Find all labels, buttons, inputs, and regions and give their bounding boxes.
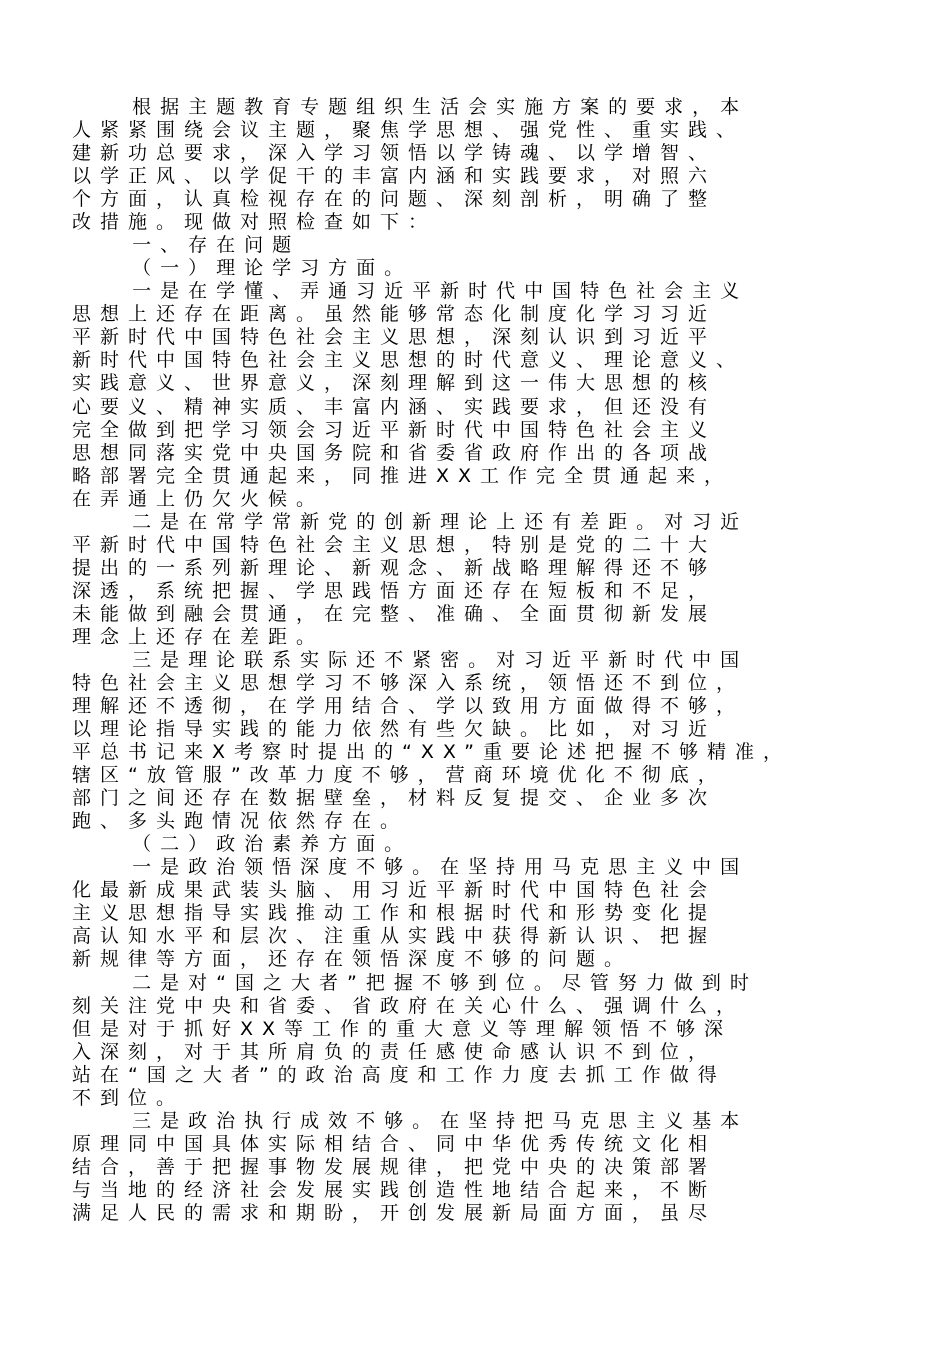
text-line: 人紧紧围绕会议主题，聚焦学思想、强党性、重实践、 <box>72 119 745 142</box>
text-line: 思想同落实党中央国务院和省委省政府作出的各项战 <box>72 441 717 464</box>
text-line: 建新功总要求，深入学习领悟以学铸魂、以学增智、 <box>72 142 717 165</box>
text-line: 理解还不透彻，在学用结合、学以致用方面做得不够， <box>72 695 745 718</box>
text-line: 高认知水平和层次、注重从实践中获得新认识、把握 <box>72 925 717 948</box>
text-line: 满足人民的需求和期盼，开创发展新局面方面，虽尽 <box>72 1201 717 1224</box>
text-line: 个方面，认真检视存在的问题、深刻剖析，明确了整 <box>72 188 717 211</box>
text-line: 一、存在问题 <box>72 234 301 257</box>
text-line: 辖区“放管服”改革力度不够，营商环境优化不彻底， <box>72 764 726 787</box>
text-line: 一是政治领悟深度不够。在坚持用马克思主义中国 <box>72 856 749 879</box>
text-line: 思想上还存在距离。虽然能够常态化制度化学习习近 <box>72 303 717 326</box>
text-line: 三是政治执行成效不够。在坚持把马克思主义基本 <box>72 1109 749 1132</box>
text-line: 三是理论联系实际还不紧密。对习近平新时代中国 <box>72 648 749 671</box>
text-line: 略部署完全贯通起来，同推进XX工作完全贯通起来， <box>72 464 733 487</box>
text-line: 平新时代中国特色社会主义思想，深刻认识到习近平 <box>72 326 717 349</box>
text-line: 化最新成果武装头脑、用习近平新时代中国特色社会 <box>72 879 717 902</box>
text-line: 改措施。现做对照检查如下： <box>72 211 437 234</box>
text-line: （一）理论学习方面。 <box>72 257 413 280</box>
text-line: 新规律等方面，还存在领悟深度不够的问题。 <box>72 948 633 971</box>
text-line: 二是在常学常新党的创新理论上还有差距。对习近 <box>72 510 749 533</box>
text-line: 跑、多头跑情况依然存在。 <box>72 810 409 833</box>
text-line: 结合，善于把握事物发展规律，把党中央的决策部署 <box>72 1155 717 1178</box>
text-line: 特色社会主义思想学习不够深入系统，领悟还不到位， <box>72 672 745 694</box>
text-line: 深透，系统把握、学思践悟方面还存在短板和不足， <box>72 579 717 602</box>
text-line: 原理同中国具体实际相结合、同中华优秀传统文化相 <box>72 1132 717 1155</box>
text-line: 未能做到融会贯通，在完整、准确、全面贯彻新发展 <box>72 602 717 625</box>
text-line: 不到位。 <box>72 1086 185 1109</box>
text-line: 平新时代中国特色社会主义思想，特别是党的二十大 <box>72 533 717 556</box>
text-line: 入深刻，对于其所肩负的责任感使命感认识不到位， <box>72 1040 717 1063</box>
text-line: 根据主题教育专题组织生活会实施方案的要求，本 <box>72 96 749 118</box>
text-line: 平总书记来X考察时提出的“XX”重要论述把握不够精准， <box>72 741 791 764</box>
text-line: 新时代中国特色社会主义思想的时代意义、理论意义、 <box>72 349 745 372</box>
text-line: 但是对于抓好XX等工作的重大意义等理解领悟不够深 <box>72 1017 733 1040</box>
text-line: 刻关注党中央和省委、省政府在关心什么、强调什么， <box>72 994 745 1017</box>
text-line: 与当地的经济社会发展实践创造性地结合起来，不断 <box>72 1178 717 1201</box>
text-line: 在弄通上仍欠火候。 <box>72 487 325 510</box>
text-line: 一是在学懂、弄通习近平新时代中国特色社会主义 <box>72 280 749 303</box>
text-line: 完全做到把学习领会习近平新时代中国特色社会主义 <box>72 418 717 441</box>
text-line: 理念上还存在差距。 <box>72 625 325 648</box>
text-line: 站在“国之大者”的政治高度和工作力度去抓工作做得 <box>72 1063 726 1086</box>
text-line: 主义思想指导实践推动工作和根据时代和形势变化提 <box>72 902 717 925</box>
text-line: 以学正风、以学促干的丰富内涵和实践要求，对照六 <box>72 165 717 188</box>
text-line: （二）政治素养方面。 <box>72 833 413 856</box>
text-line: 心要义、精神实质、丰富内涵、实践要求，但还没有 <box>72 395 717 418</box>
text-line: 提出的一系列新理论、新观念、新战略理解得还不够 <box>72 556 717 579</box>
text-line: 实践意义、世界意义，深刻理解到这一伟大思想的核 <box>72 372 717 395</box>
text-line: 二是对“国之大者”把握不够到位。尽管努力做到时 <box>72 971 758 994</box>
text-line: 以理论指导实践的能力依然有些欠缺。比如，对习近 <box>72 718 717 741</box>
text-line: 部门之间还存在数据壁垒，材料反复提交、企业多次 <box>72 787 717 810</box>
